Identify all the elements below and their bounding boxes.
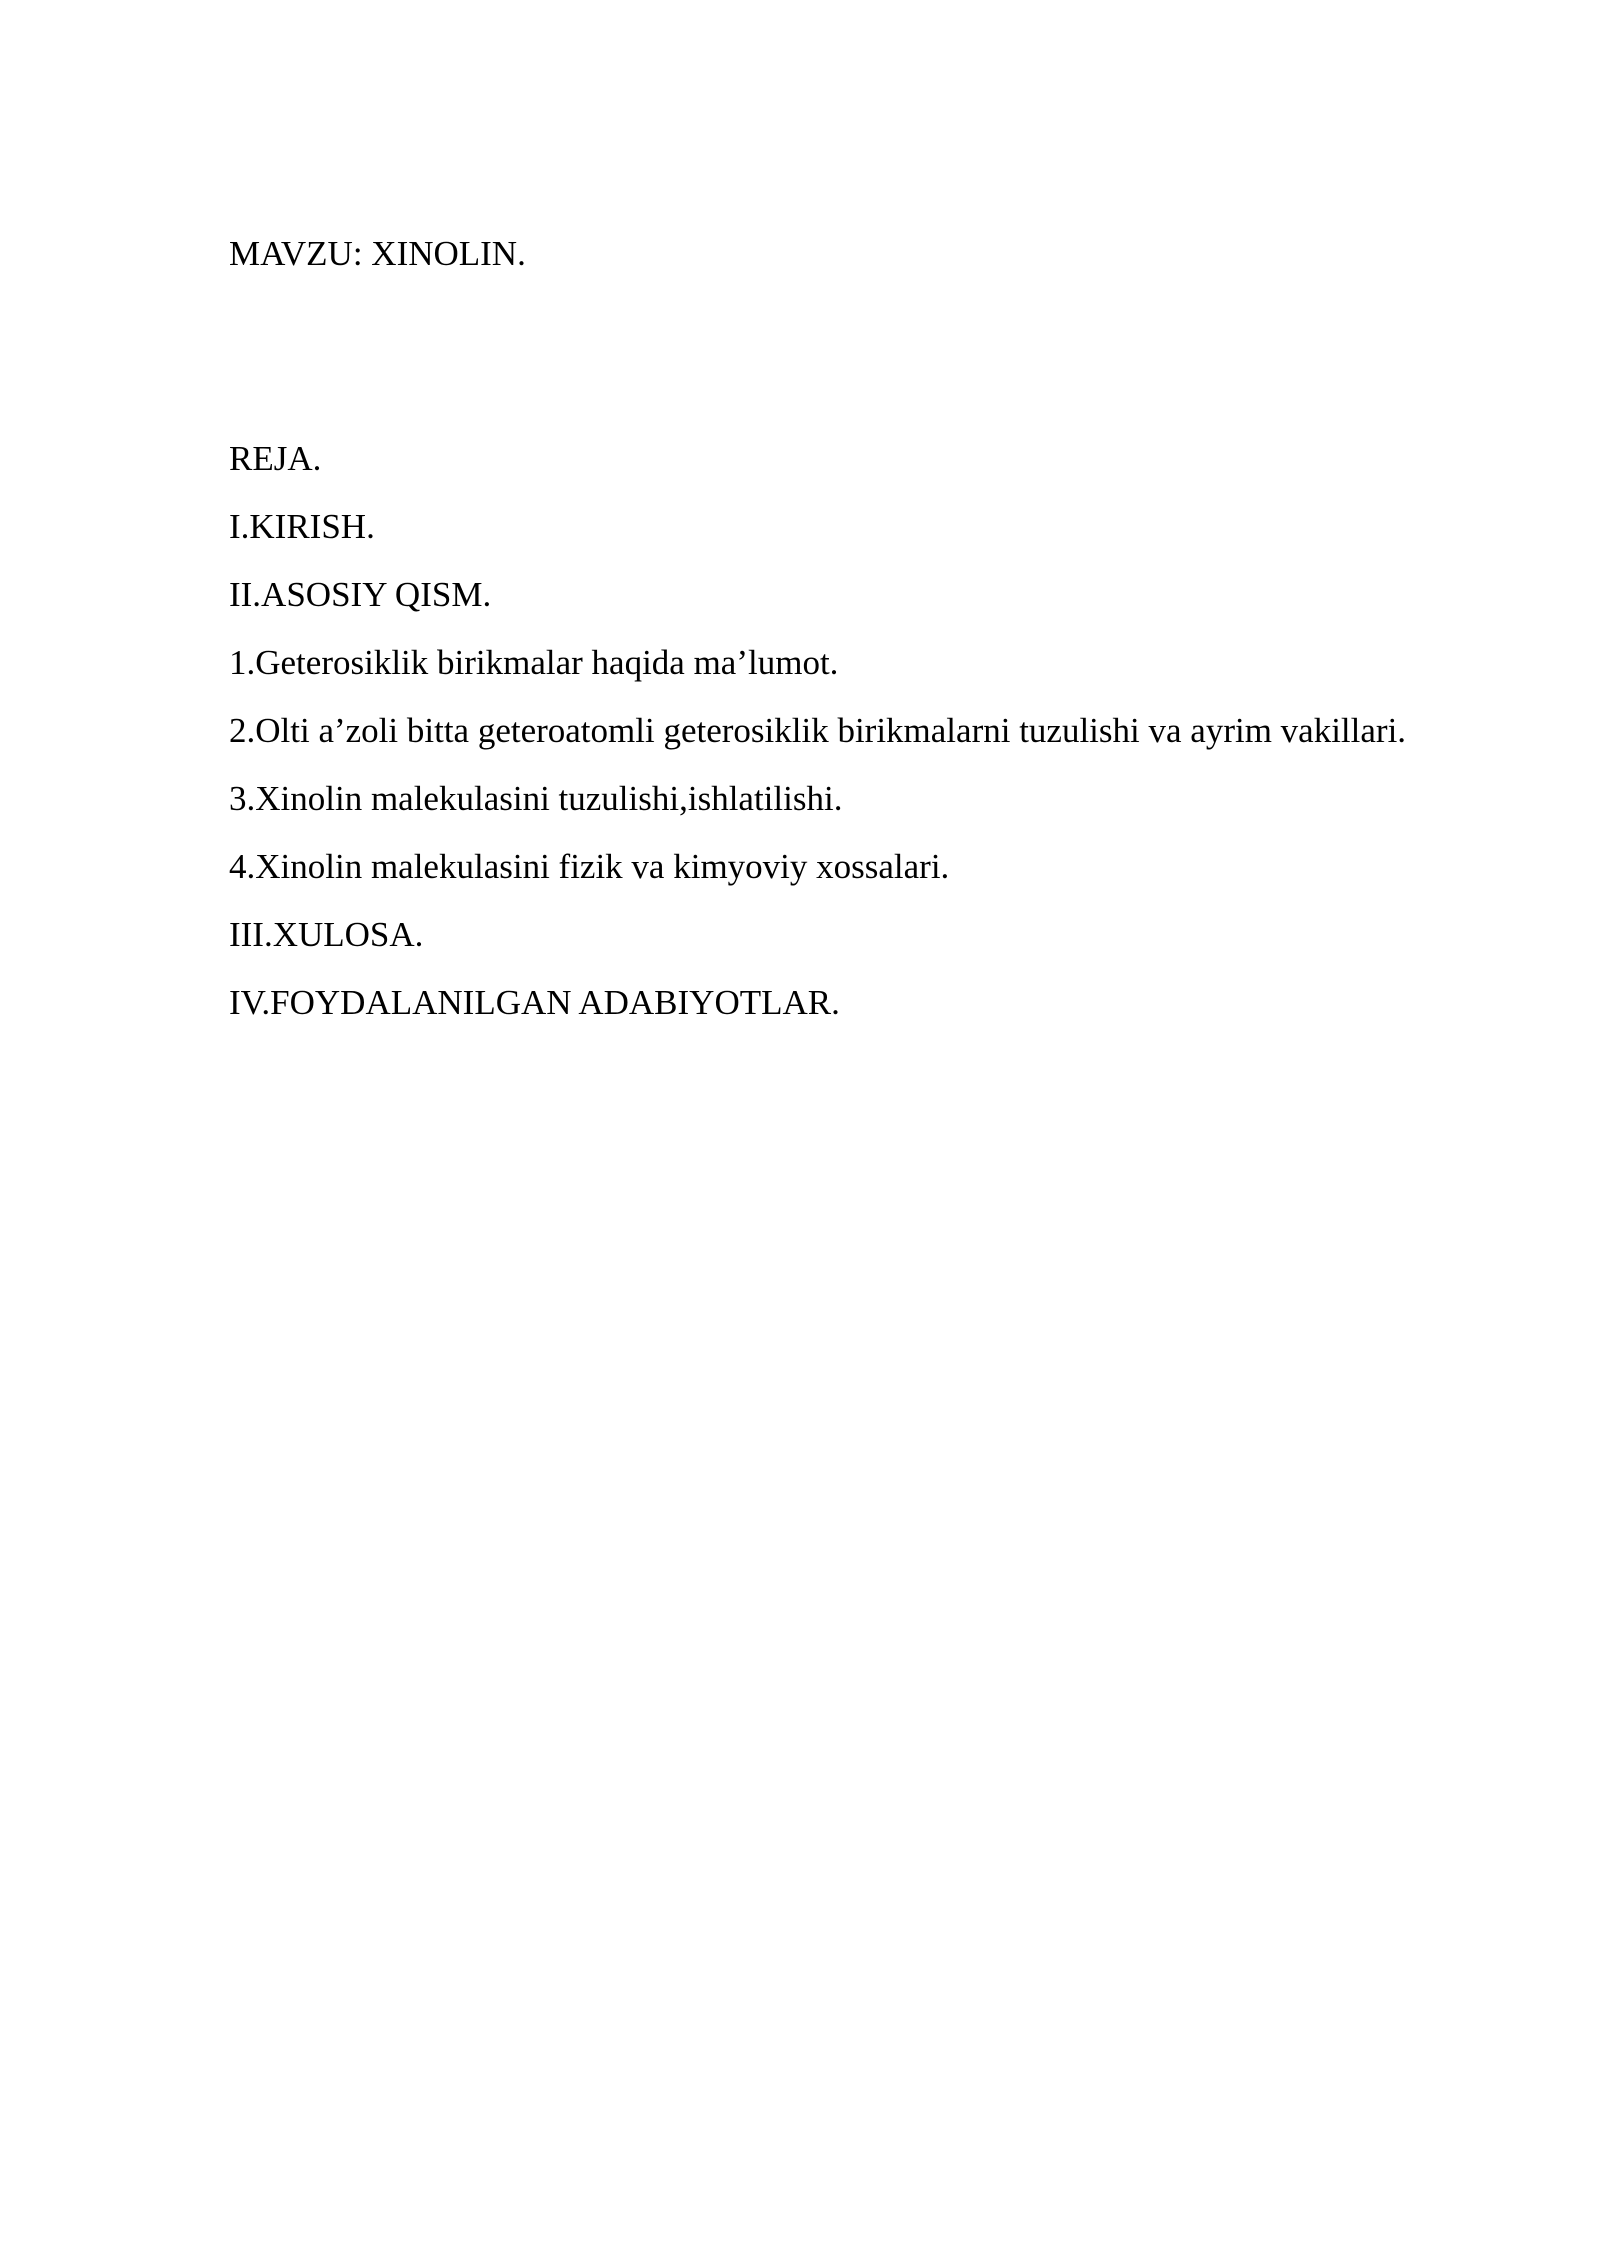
plan-item-3: 3.Xinolin malekulasini tuzulishi,ishlatilishi.: [229, 779, 843, 818]
plan-item-2: 2.Olti a’zoli bitta geteroatomli geterosiklik birikmalarni tuzulishi va ayrim vakillari.: [229, 711, 1407, 750]
plan-section: [229, 435, 1487, 1047]
plan-item-conclusion: III.XULOSA.: [229, 915, 424, 954]
document-title: MAVZU: XINOLIN.: [229, 234, 526, 273]
plan-item-4: 4.Xinolin malekulasini fizik va kimyoviy xossalari.: [229, 847, 950, 886]
plan-item-1: 1.Geterosiklik birikmalar haqida ma’lumot.: [229, 643, 839, 682]
plan-item-main-part: II.ASOSIY QISM.: [229, 575, 492, 614]
plan-item-introduction: I.KIRISH.: [229, 507, 375, 546]
plan-heading: REJA.: [229, 439, 322, 478]
plan-item-references: IV.FOYDALANILGAN ADABIYOTLAR.: [229, 983, 840, 1022]
